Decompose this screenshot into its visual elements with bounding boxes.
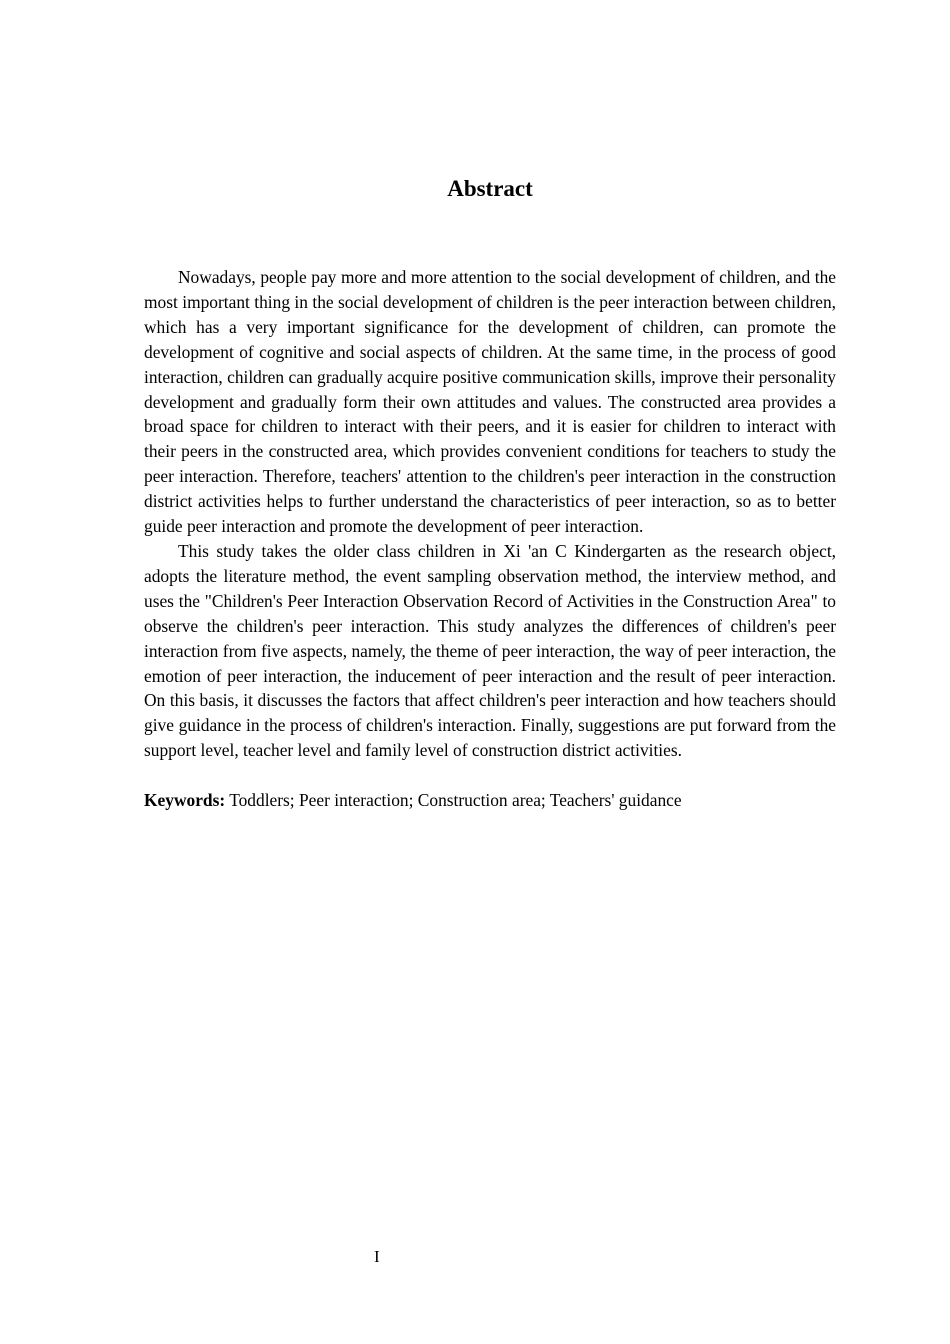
keywords-line [144,788,836,813]
abstract-paragraph-2: This study takes the older class children in Xi 'an C Kindergarten as the research object, adopts the literature method, the event sampling observation method, the interview method, and uses the "Children's Peer Interaction Observation Record of Activities in the Construction Area" to observe the children's peer interaction. This study analyzes the differences of children's peer interaction from five aspects, namely, the theme of peer interaction, the way of peer interaction, the emotion of peer interaction, the inducement of peer interaction and the result of peer interaction. On this basis, it discusses the factors that affect children's peer interaction and how teachers should give guidance in the process of children's interaction. Finally, suggestions are put forward from the support level, teacher level and family level of construction district activities. [144,540,836,761]
abstract-body [144,265,836,813]
keywords-text: Toddlers; Peer interaction; Construction area; Teachers' guidance [229,790,682,811]
page-number: I [374,1247,380,1266]
abstract-paragraph-1: Nowadays, people pay more and more attention to the social development of children, and the most important thing in the social development of children is the peer interaction between children, which has a very important significance for the development of children, can promote the development of cognitive and social aspects of children. At the same time, in the process of good interaction, children can gradually acquire positive communication skills, improve their personality development and gradually form their own attitudes and values. The constructed area provides a broad space for children to interact with their peers, and it is easier for children to interact with their peers in the constructed area, which provides convenient conditions for teachers to study the peer interaction. Therefore, teachers' attention to the children's peer interaction in the construction district activities helps to further understand the characteristics of peer interaction, so as to better guide peer interaction and promote the development of peer interaction. [144,267,836,537]
keywords-label: Keywords: [144,790,226,811]
page-title: Abstract [447,176,533,201]
